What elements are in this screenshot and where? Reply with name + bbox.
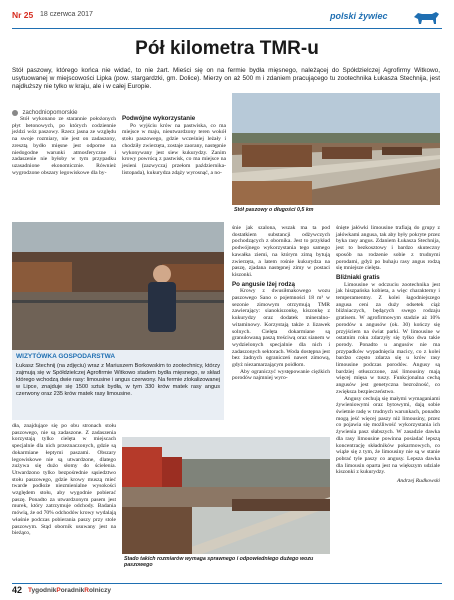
map-pin-icon	[12, 110, 18, 116]
farm-card-title: WIZYTÓWKA GOSPODARSTWA	[16, 353, 116, 360]
header-rule	[12, 28, 442, 29]
page-header	[12, 8, 442, 28]
page-number: 42	[12, 585, 23, 595]
paragraph: dła, znajdujące się po obu stronach stołu paszowego, nie są zadaszone. Z zadaszenia korzystają tylko cielęta w miejscach specjalnie dla nich przeznaczonych, gdzie są dokarmiane łeptymi paszami. Obszary legowiskowe nie są utwardzone, dlatego zużywa się dużo słomy do ścielenia. Utwardzono tylko bezpośrednie sąsiedztwo stołu paszowego, gdzie krowy muszą mieć twarde podłoże niezmienialne wysokości względem stołu, aby wygodnie pobierać paszę. Ponadto za utwardzonym pasem jest murek, który zatrzymuje odchody. Badania mówią, że od 70% odchodów krowy wydalają właśnie podczas pobierania paszy przy stole paszowym. Stąd obornik usuwany jest na bieżąco,	[12, 423, 116, 537]
farm-card-box	[12, 350, 224, 420]
column-1-top	[12, 116, 116, 221]
magazine-brand: TygodnikPoradnikRolniczy	[28, 587, 111, 594]
photo-1-caption: Stół paszowy o długości 0,5 km	[234, 207, 314, 213]
issue-date: 18 czerwca 2017	[40, 11, 93, 18]
photo-herd-feeding	[122, 437, 330, 554]
subheading-double-use: Podwójne wykorzystanie	[122, 115, 196, 122]
photo-zootechnician	[12, 222, 224, 350]
column-4	[336, 225, 440, 575]
paragraph: Limousine w odczuciu zootechnika jest jak hiszpańska kobieta, a więc charakterny i temperamentny. Z kolei łagodniejszego angusa ceni za duży odsetek ciąż bliźniaczych, będących swego rodzaju gratisem. W agrofirmowym stadzie aż 10% porodów u angusów (ok. 30) kończy się przyjściem na świat parki. W limousine w ostatnim roku zdarzyły się tylko dwa takie porody. Ponadto u angusów nie ma przypadków wypadnięcia macicy, co z kolei bardzo często zdarza się u krów rasy limousine podczas porodów. Angusy są bardziej otłuszczone, zaś limousiny mają więcej mięsa w tuszy. Funkcjonalna cechą angusów jest genetyczna bezrożność, co zwiększa bezpieczeństwo.	[336, 281, 440, 395]
photo-3-caption: Stado takich rozmiarów wymaga sprawnego i odpowiedniego dużego wozu paszowego	[124, 556, 314, 569]
article-author: Andrzej Rudkowski	[396, 478, 440, 485]
paragraph: Aby ograniczyć występowanie ciężkich porodów najmniej wyro-	[232, 368, 330, 382]
region-label: zachodniopomorskie	[12, 104, 132, 114]
cow-logo-icon	[412, 8, 440, 26]
subheading-twins: Bliźniaki gratis	[336, 273, 380, 281]
paragraph: Krowy z dwusiłmakowego wozu paszowego Sano o pojemności 18 m³ w sezonie zimowym otrzymują TMR zawierający: sianokiszonkę, kiszonkę z kukurydzy oraz dodatek mineralno-witaminowy. Korzystają także z lizawek solnych. Cielęta dokarmiane są granulowaną paszą treściwą oraz sianem w wydzielonych specjalnie dla nich i zadaszonych sektorach. Woda dostępna jest bez żadnych ograniczeń nawet zimową, gdyż niezamarzającym poidłom.	[232, 288, 330, 369]
photo-feeding-table	[232, 93, 440, 205]
section-label: polski żywiec	[330, 11, 388, 21]
subheading-angus: Po angusie lżej rodzą	[232, 280, 295, 288]
column-1-bottom	[12, 423, 116, 583]
paragraph: śnięte jałówki limousine trafiają do grupy z jałówkami angusa, tak aby były pokryte przez byka rasy angus. Zdaniem Łukasza Stechnija, jest to bezkosztowy i bardzo skuteczny sposób na rodzenie sobie z trudnymi porodami, gdyż po buhaju rasy angus rodzą się mniejsze cielęta.	[336, 225, 440, 272]
article-title: Pół kilometra TMR-u	[135, 38, 319, 59]
paragraph: Angusy cechują się małymi wymaganiami żywieniowymi oraz bytowymi, dają sobie świetnie radę w trudnych warunkach, ponadto mogą jeść więcej paszy niż limousiny, przez co pojawia się możliwość wykorzystania ich żywienia pasz słabszych. W zasadzie dawka dla rasy limousine powinna posiadać lepszą koncentrację składników pokarmowych, co wiąże się z tym, że limousiny nie są w stanie pobrać tyle paszy co angusy. Lepsza dawka dla limousin oparta jest na większym udziale kiszonki z kukurydzy.	[336, 395, 440, 476]
article-lead: Stół paszowy, którego końca nie widać, to nie żart. Mieści się on na fermie bydła mięsnego, należącej do Spółdzielczej Agrofirmy Witkowo, usytuowanej w miejscowości Lipka (pow. stargardzki, gm. Dolice). Mierzy on aż 500 m i zdaniem pracującego tu zootechnika Łukasza Stechnija, jest najdłuższy nie tylko w kraju, ale i w całej Europie.	[12, 67, 440, 90]
footer-rule	[12, 583, 442, 584]
column-3	[232, 225, 330, 435]
paragraph: Stół wykonano ze starannie położonych płyt betonowych, po których codziennie jeździ wóz paszowy. Rzecz jasna ze względu na swoje rozmiary, nie jest on zadaszony, zresztą bydło mięsne jest odporne na niedogodne warunki atmosferyczne i zadaszenie nie byłoby w tym przypadku uzasadnione ekonomicznie. Również wygrodzone obszary legowiskowe dla by-	[12, 116, 116, 176]
issue-number: Nr 25	[12, 10, 34, 20]
column-2-top	[122, 116, 226, 221]
paragraph: Po wyjściu krów na pastwiska, co ma miejsce w maju, nieutwardzony teren wokół stołu paszowego, gdzie wcześniej leżały i chodziły zwierzęta, zostaje zaorany, następnie wykonywany jest siew kukurydzy. Zanim krowy powrócą z pastwisk, co ma miejsce na jesieni (zazwyczaj przełom października-listopada), kukurydza zdąży wyrosnąć, a no-	[122, 122, 226, 176]
farm-card-text: Łukasz Stechnij (na zdjęciu) wraz z Mariuszem Borkowskim to zootechnicy, którzy zajmują się w Spółdzielczej Agrofirmie Witkowo stadem bydła mięsnego, w skład którego wchodzą dwie rasy: limousine i angus czerwony. Na fermie zlokalizowanej w Lipce, znajduje się 1500 sztuk bydła, w tym 330 krów matek rasy angus czerwony oraz 235 krów matek rasy limousine.	[16, 363, 220, 397]
paragraph: śnie jak szalona, wszak ma ta pod dostatkiem substancji odżywczych pochodzących z obornika. Jest to przykład podwójnego wykorzystania tego samego kawałka ziemi, na którym zimą bytują zwierzęta, a latem rośnie kukurydza na paszę, zjadana następnej zimy w postaci kiszonki.	[232, 225, 330, 278]
